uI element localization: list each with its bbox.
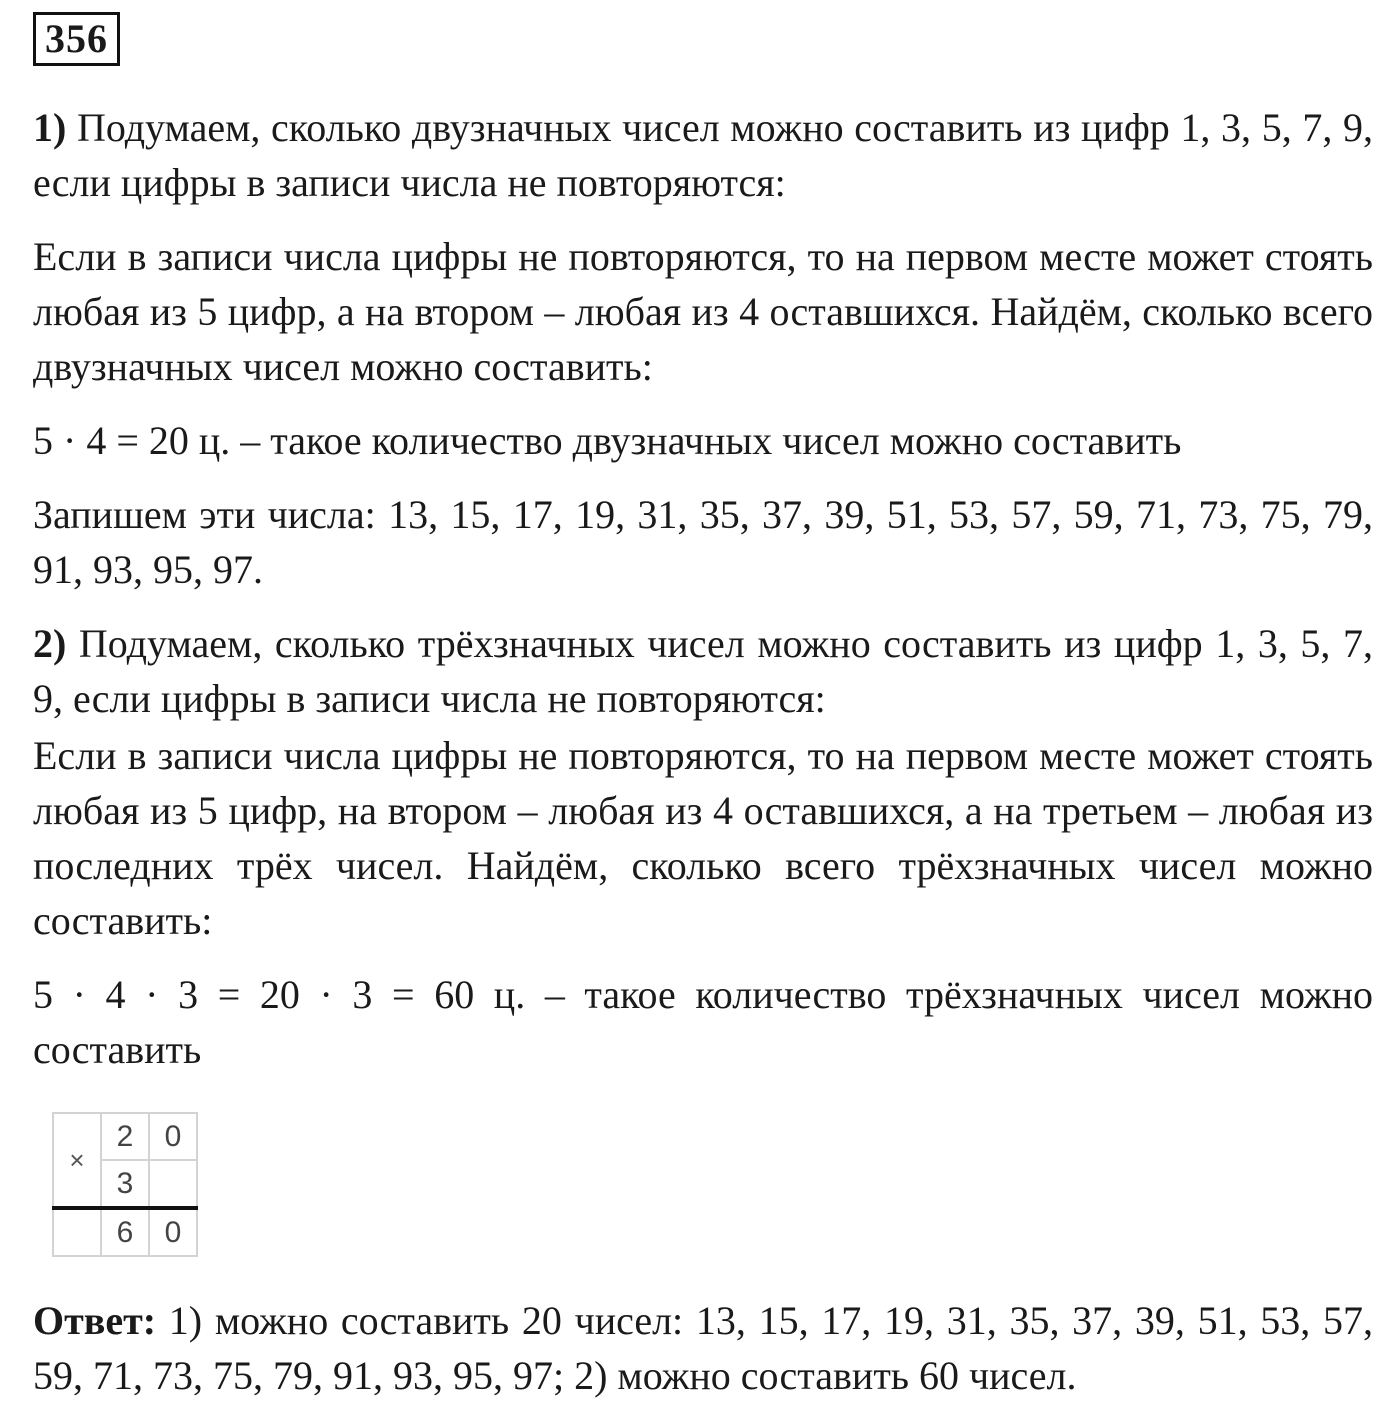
multiply-operator: × (53, 1113, 101, 1208)
column-multiplication (52, 1112, 198, 1257)
result-digit: 6 (101, 1208, 149, 1256)
part2-reasoning: Если в записи числа цифры не повторяются, то на первом месте может стоять любая из 5 цифр, на втором – любая из 4 оставшихся, а на третьем – любая из последних трёх чисел. Найдём, сколько всего трёхзначных чисел можно составить: (33, 733, 1373, 943)
part2-question-text: Подумаем, сколько трёхзначных чисел можно составить из цифр 1, 3, 5, 7, 9, если цифры в записи числа не повторяются: (33, 621, 1373, 721)
part1-label: 1) (33, 105, 67, 150)
factor1-digit: 0 (149, 1113, 197, 1160)
answer-label: Ответ: (33, 1298, 157, 1343)
answer (33, 1293, 1373, 1403)
result-empty-cell (53, 1208, 101, 1256)
part1-question (33, 100, 1373, 210)
task-number: 356 (33, 12, 120, 66)
solution-document (33, 12, 1373, 1077)
part1-question-text: Подумаем, сколько двузначных чисел можно составить из цифр 1, 3, 5, 7, 9, если цифры в записи числа не повторяются: (33, 105, 1373, 205)
factor2-digit (149, 1160, 197, 1208)
part2-calc: 5 · 4 · 3 = 20 · 3 = 60 ц. – такое количество трёхзначных чисел можно составить (33, 972, 1373, 1072)
part2-question (33, 616, 1373, 726)
part1-reasoning: Если в записи числа цифры не повторяются, то на первом месте может стоять любая из 5 цифр, а на втором – любая из 4 оставшихся. Найдём, сколько всего двузначных чисел можно составить: (33, 234, 1373, 389)
result-digit: 0 (149, 1208, 197, 1256)
part2-label: 2) (33, 621, 67, 666)
factor1-digit: 2 (101, 1113, 149, 1160)
part1-list: Запишем эти числа: 13, 15, 17, 19, 31, 35, 37, 39, 51, 53, 57, 59, 71, 73, 75, 79, 91, 93, 95, 97. (33, 492, 1373, 592)
part1-calc: 5 · 4 = 20 ц. – такое количество двузначных чисел можно составить (33, 418, 1182, 463)
answer-text: 1) можно составить 20 чисел: 13, 15, 17, 19, 31, 35, 37, 39, 51, 53, 57, 59, 71, 73, 75, 79, 91, 93, 95, 97; 2) можно составить 60 чисел. (33, 1298, 1373, 1398)
factor2-digit: 3 (101, 1160, 149, 1208)
